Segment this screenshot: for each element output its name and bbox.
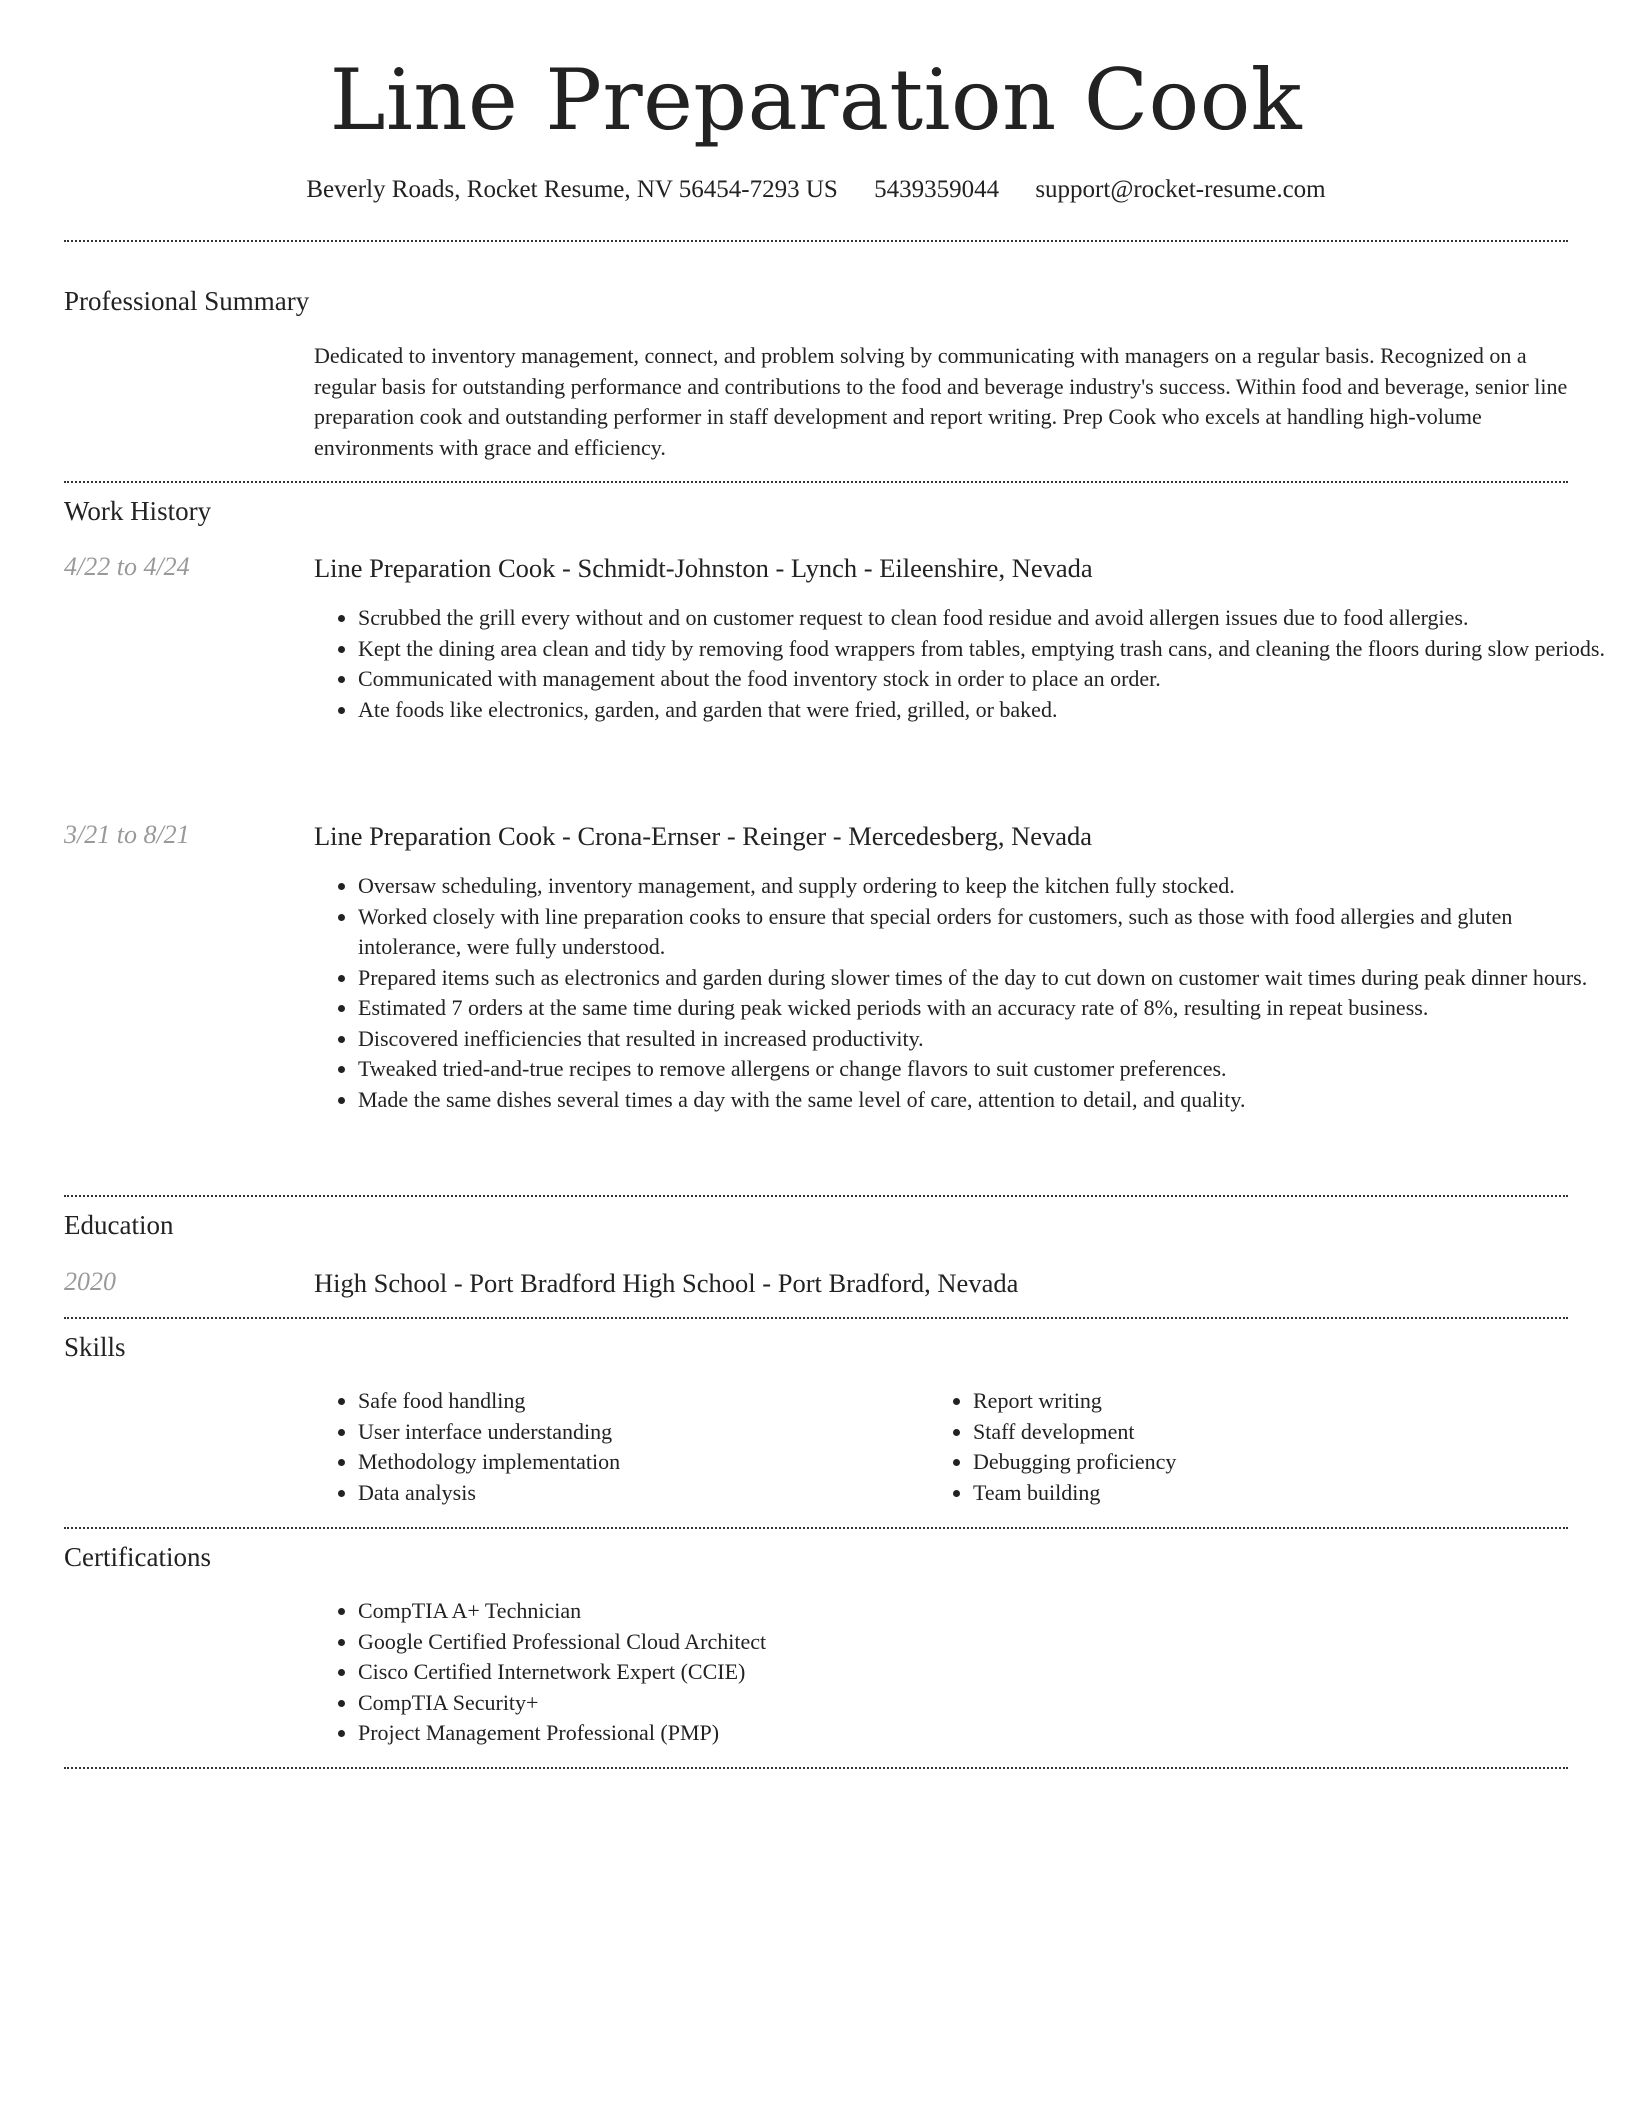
resume-page [64, 0, 1605, 1745]
list-item: • Data analysis [358, 1478, 918, 1509]
job-bullets [314, 871, 1612, 1115]
list-item: • Worked closely with line preparation cooks to ensure that special orders for customers, such as those with food allergies and gluten intolerance, were fully understood. [358, 902, 1612, 963]
work-history-heading: Work History [64, 496, 212, 526]
list-item: • Project Management Professional (PMP) [358, 1718, 1612, 1749]
list-item: • Communicated with management about the food inventory stock in order to place an order. [358, 664, 1612, 695]
list-item: • CompTIA Security+ [358, 1688, 1612, 1719]
list-item: • Oversaw scheduling, inventory management, and supply ordering to keep the kitchen fully stocked. [358, 871, 1612, 902]
candidate-name: Line Preparation Cook [329, 51, 1303, 149]
skills-list-right [929, 1386, 1533, 1508]
list-item: • Methodology implementation [358, 1447, 918, 1478]
summary-heading: Professional Summary [64, 286, 310, 316]
certifications-heading: Certifications [64, 1542, 211, 1572]
list-item: • Safe food handling [358, 1386, 918, 1417]
job-date: 4/22 to 4/24 [64, 552, 190, 581]
divider [64, 1767, 1568, 1769]
list-item: • Kept the dining area clean and tidy by removing food wrappers from tables, emptying trash cans, and cleaning the floors during slow periods. [358, 634, 1612, 665]
education-heading: Education [64, 1210, 174, 1240]
divider [64, 481, 1568, 483]
job-date: 3/21 to 8/21 [64, 820, 190, 849]
list-item: • Report writing [973, 1386, 1533, 1417]
certifications-list [314, 1596, 1612, 1749]
list-item: • Cisco Certified Internetwork Expert (CCIE) [358, 1657, 1612, 1688]
list-item: • CompTIA A+ Technician [358, 1596, 1612, 1627]
summary-text: Dedicated to inventory management, connect, and problem solving by communicating with managers on a regular basis. Recognized on a regular basis for outstanding performance and contributions to the food and beverage industry's success. Within food and beverage, senior line preparation cook and outstanding performer in staff development and report writing. Prep Cook who excels at handling high-volume environments with grace and efficiency. [314, 343, 1568, 460]
job-heading: Line Preparation Cook - Crona-Ernser - Reinger - Mercedesberg, Nevada [314, 821, 1093, 851]
list-item: • Debugging proficiency [973, 1447, 1533, 1478]
contact-email: support@rocket-resume.com [1035, 176, 1326, 203]
list-item: • Staff development [973, 1417, 1533, 1448]
contact-line [64, 174, 1568, 206]
list-item: • Team building [973, 1478, 1533, 1509]
list-item: • User interface understanding [358, 1417, 918, 1448]
list-item: • Google Certified Professional Cloud Architect [358, 1627, 1612, 1658]
divider [64, 1527, 1568, 1529]
list-item: • Scrubbed the grill every without and on customer request to clean food residue and avoid allergen issues due to food allergies. [358, 603, 1612, 634]
list-item: • Made the same dishes several times a day with the same level of care, attention to detail, and quality. [358, 1085, 1612, 1116]
divider [64, 240, 1568, 242]
job-heading: Line Preparation Cook - Schmidt-Johnston - Lynch - Eileenshire, Nevada [314, 553, 1093, 583]
divider [64, 1195, 1568, 1197]
list-item: • Tweaked tried-and-true recipes to remove allergens or change flavors to suit customer preferences. [358, 1054, 1612, 1085]
education-entry: High School - Port Bradford High School - Port Bradford, Nevada [314, 1268, 1019, 1298]
list-item: • Estimated 7 orders at the same time during peak wicked periods with an accuracy rate of 8%, resulting in repeat business. [358, 993, 1612, 1024]
job-bullets [314, 603, 1612, 725]
skills-list-left [314, 1386, 918, 1508]
contact-phone: 5439359044 [874, 176, 1000, 203]
list-item: • Discovered inefficiencies that resulted in increased productivity. [358, 1024, 1612, 1055]
contact-address: Beverly Roads, Rocket Resume, NV 56454-7293 US [306, 176, 838, 203]
skills-heading: Skills [64, 1332, 126, 1362]
education-date: 2020 [64, 1267, 116, 1296]
divider [64, 1317, 1568, 1319]
list-item: • Ate foods like electronics, garden, and garden that were fried, grilled, or baked. [358, 695, 1612, 726]
list-item: • Prepared items such as electronics and garden during slower times of the day to cut down on customer wait times during peak dinner hours. [358, 963, 1612, 994]
